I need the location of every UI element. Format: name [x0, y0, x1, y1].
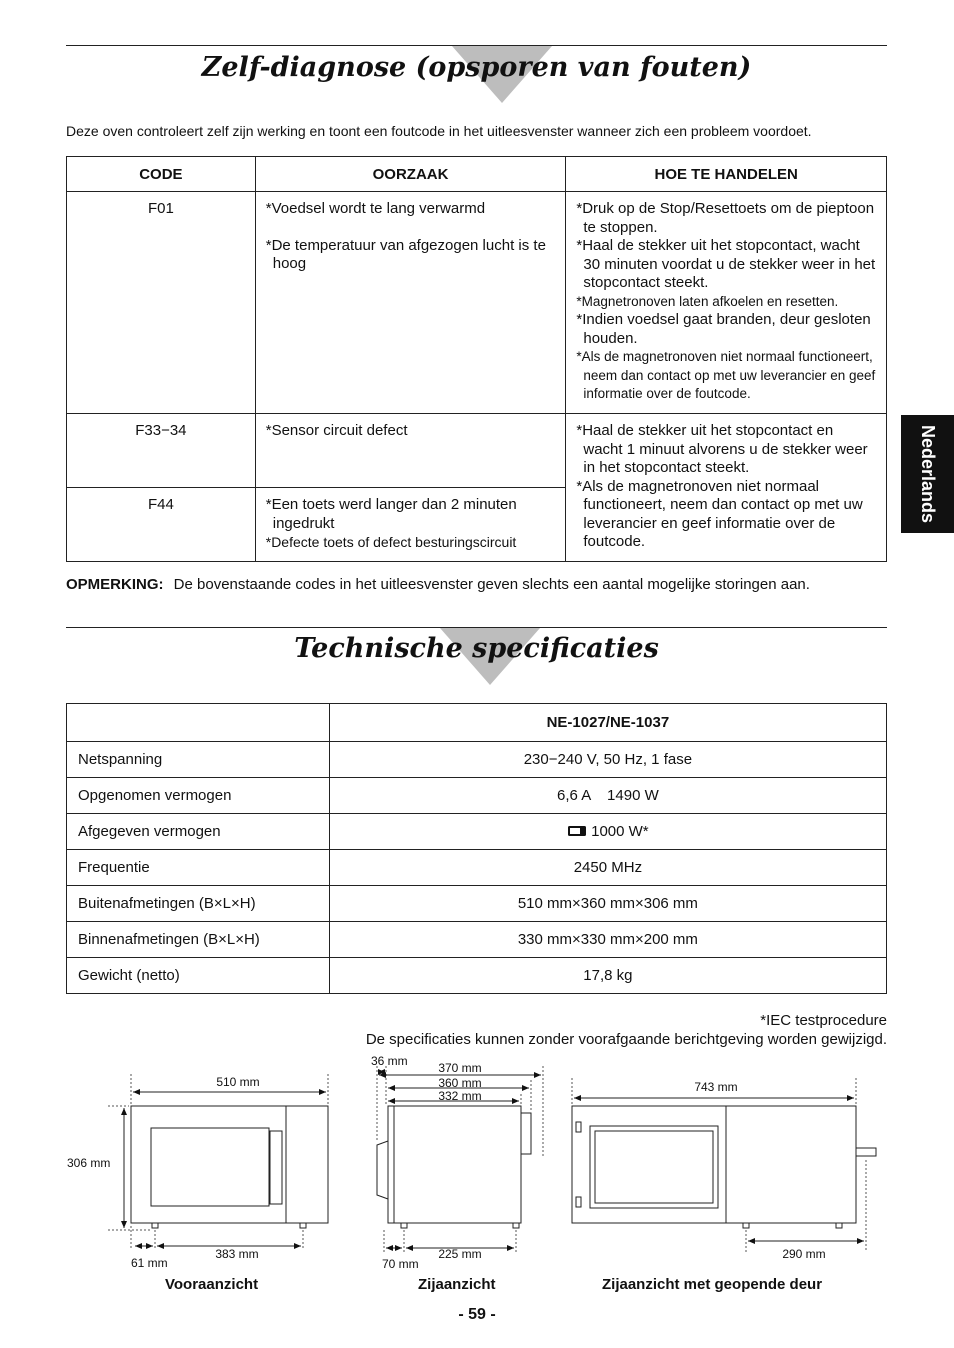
- specs-header-row: [67, 704, 887, 742]
- table-row: [67, 958, 887, 994]
- diagnose-table: [66, 156, 887, 562]
- header-action: HOE TE HANDELEN: [566, 157, 887, 192]
- spec-label: Frequentie: [67, 850, 330, 886]
- table-header-row: [67, 157, 887, 192]
- front-width-label: 510 mm: [216, 1075, 260, 1089]
- caption-open: Zijaanzicht met geopende deur: [602, 1276, 823, 1293]
- table-row: [67, 850, 887, 886]
- header-cause: OORZAAK: [255, 157, 566, 192]
- side-370-label: 370 mm: [438, 1061, 482, 1075]
- footnote-iec: *IEC testprocedure: [760, 1012, 887, 1029]
- spec-value: 330 mm×330 mm×200 mm: [329, 922, 886, 958]
- microwave-icon: [567, 825, 587, 837]
- spec-label: Buitenafmetingen (B×L×H): [67, 886, 330, 922]
- action-line: *Als de magnetronoven niet normaal functioneert, neem dan contact op met uw leverancier en geef informatie over de foutcode.: [576, 349, 876, 401]
- spec-label: Binnenafmetingen (B×L×H): [67, 922, 330, 958]
- power-output: 1000 W*: [591, 823, 649, 840]
- table-row: [67, 192, 887, 414]
- action-line: *Druk op de Stop/Resettoets om de pieptoon te stoppen.: [576, 200, 875, 236]
- cause-line: *Sensor circuit defect: [265, 422, 408, 439]
- page-number: - 59 -: [458, 1306, 496, 1323]
- intro-text: Deze oven controleert zelf zijn werking en toont een foutcode in het uitleesvenster wanneer zich een probleem voordoet.: [66, 123, 812, 139]
- section-title-specs: Technische specificaties: [294, 633, 659, 664]
- open-width-label: 743 mm: [694, 1080, 738, 1094]
- front-view: [108, 1074, 328, 1250]
- note: [66, 576, 810, 593]
- table-row: [67, 922, 887, 958]
- specs-header-blank: [67, 704, 330, 742]
- dimension-diagrams: [0, 1050, 954, 1280]
- side-36-label: 36 mm: [371, 1054, 408, 1068]
- code-cell: F01: [67, 192, 256, 414]
- table-row: [67, 414, 887, 488]
- note-text: De bovenstaande codes in het uitleesvenster geven slechts een aantal mogelijke storingen aan.: [173, 576, 810, 593]
- front-foot-offset-label: 61 mm: [131, 1256, 168, 1270]
- cause-line: *Voedsel wordt te lang verwarmd: [265, 200, 486, 217]
- cause-line: *Een toets werd langer dan 2 minuten ingedrukt: [265, 496, 517, 532]
- action-line: *Indien voedsel gaat branden, deur gesloten houden.: [576, 311, 871, 347]
- front-height-label: 306 mm: [67, 1156, 111, 1170]
- open-foot-span-label: 290 mm: [782, 1247, 826, 1261]
- side-70-label: 70 mm: [382, 1257, 419, 1271]
- side-225-label: 225 mm: [438, 1247, 482, 1261]
- spec-label: Afgegeven vermogen: [67, 814, 330, 850]
- specs-table: [66, 703, 887, 994]
- spec-label: Gewicht (netto): [67, 958, 330, 994]
- spec-value: 2450 MHz: [329, 850, 886, 886]
- table-row: [67, 778, 887, 814]
- caption-front: Vooraanzicht: [165, 1276, 259, 1293]
- action-line: *Magnetronoven laten afkoelen en resetten.: [576, 293, 839, 309]
- language-tab: [901, 415, 954, 533]
- action-line: *Haal de stekker uit het stopcontact, wacht 30 minuten voordat u de stekker weer in het stopcontact steekt.: [576, 237, 876, 291]
- spec-label: Opgenomen vermogen: [67, 778, 330, 814]
- code-cell: F33−34: [67, 414, 256, 488]
- cause-line: *De temperatuur van afgezogen lucht is te hoog: [265, 236, 546, 272]
- spec-value-power: [329, 814, 886, 850]
- footnote-changes: De specificaties kunnen zonder voorafgaande berichtgeving worden gewijzigd.: [365, 1031, 887, 1048]
- side-360-label: 360 mm: [438, 1076, 482, 1090]
- caption-side: Zijaanzicht: [418, 1276, 496, 1293]
- header-code: CODE: [67, 157, 256, 192]
- language-tab-label: Nederlands: [918, 424, 938, 524]
- action-line: *Haal de stekker uit het stopcontact en wacht 1 minuut alvorens u de stekker weer in het stopcontact steekt.: [576, 422, 868, 476]
- spec-value: 510 mm×360 mm×306 mm: [329, 886, 886, 922]
- spec-value: 17,8 kg: [329, 958, 886, 994]
- cause-cell: [255, 192, 566, 414]
- spec-value: 230−240 V, 50 Hz, 1 fase: [329, 742, 886, 778]
- table-row: [67, 886, 887, 922]
- section-title-diagnose: Zelf-diagnose (opsporen van fouten): [201, 52, 752, 83]
- open-door-view: [572, 1078, 876, 1252]
- spec-value: 6,6 A 1490 W: [329, 778, 886, 814]
- spec-label: Netspanning: [67, 742, 330, 778]
- table-row: [67, 742, 887, 778]
- action-cell-shared: [566, 414, 887, 562]
- model-header: NE-1027/NE-1037: [329, 704, 886, 742]
- side-332-label: 332 mm: [438, 1089, 482, 1103]
- code-cell: F44: [67, 488, 256, 562]
- cause-line: *Defecte toets of defect besturingscircuit: [265, 534, 517, 550]
- action-cell: [566, 192, 887, 414]
- cause-cell: [255, 414, 566, 488]
- action-line: *Als de magnetronoven niet normaal functioneert, neem dan contact op met uw leverancier en geef informatie over de foutcode.: [576, 477, 863, 550]
- front-foot-span-label: 383 mm: [215, 1247, 259, 1261]
- table-row: [67, 814, 887, 850]
- note-label: OPMERKING:: [66, 576, 164, 593]
- cause-cell: [255, 488, 566, 562]
